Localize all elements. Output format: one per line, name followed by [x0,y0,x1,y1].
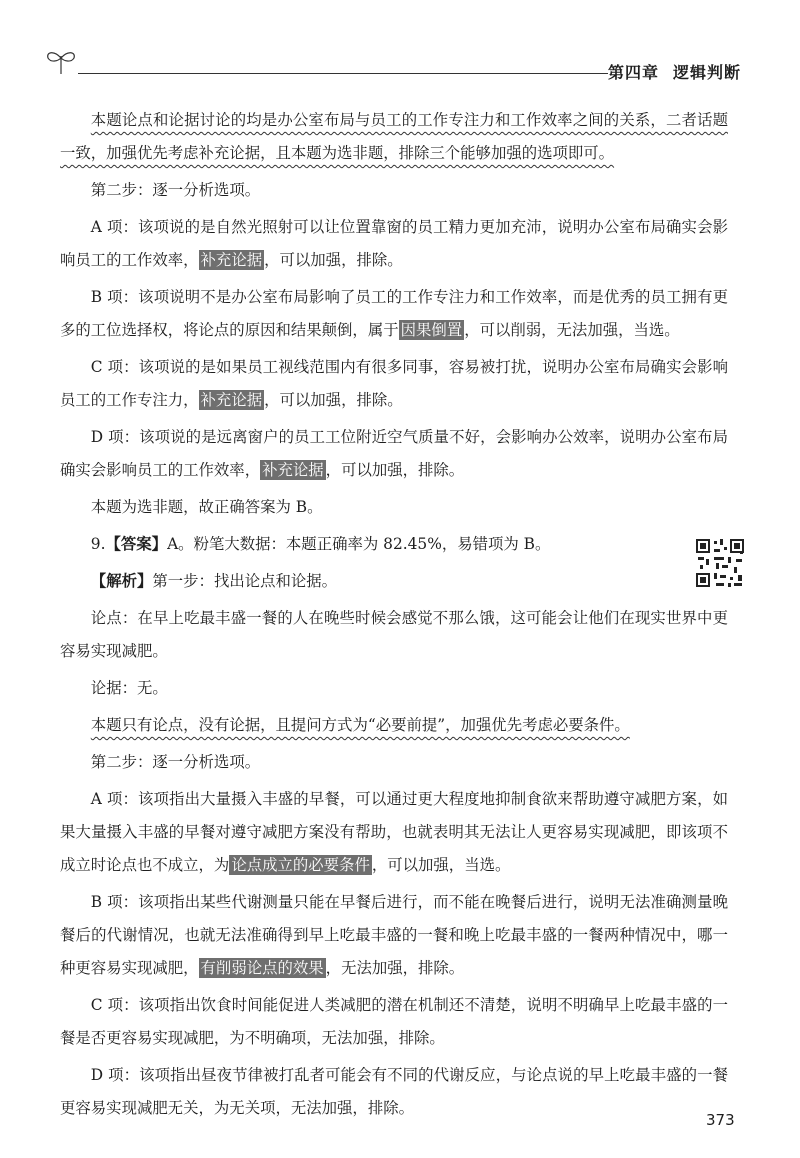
analysis-label: 【解析】 [90,572,153,590]
section-label: 逻辑判断 [673,63,742,82]
paragraph-evidence: 论据：无。 [90,679,168,697]
paragraph-option-b-2: B 项：该项指出某些代谢测量只能在早餐后进行，而不能在晚餐后进行，说明无法准确测量晚餐后的代谢情况，也就无法准确得到早上吃最丰盛的一餐和晚上吃最丰盛的一餐两种情况中，哪一种更容易实现减肥， 有削弱论点的效果 ，无法加强，排除。 [60,893,728,977]
highlight-tag: 因果倒置 [400,321,463,339]
paragraph-argument: 论点：在早上吃最丰盛一餐的人在晚些时候会感觉不那么饿，这可能会让他们在现实世界中更容易实现减肥。 [60,609,728,660]
paragraph-analysis: 【解析】第一步：找出论点和论据。 [90,572,338,590]
paragraph-argument-summary: 本题论点和论据讨论的均是办公室布局与员工的工作专注力和工作效率之间的关系，二者话题一致，加强优先考虑补充论据，且本题为选非题，排除三个能够加强的选项即可。 [60,111,728,162]
highlight-tag: 论点成立的必要条件 [231,856,370,874]
sprout-icon [44,46,78,76]
paragraph-option-c-2: C 项：该项指出饮食时间能促进人类减肥的潜在机制还不清楚，说明不明确早上吃最丰盛的一餐是否更容易实现减肥，为不明确项，无法加强，排除。 [60,996,728,1047]
paragraph-option-a: A 项：该项说的是自然光照射可以让位置靠窗的员工精力更加充沛，说明办公室布局确实会影响员工的工作效率， 补充论据 ，可以加强，排除。 [60,218,728,269]
paragraph-option-a-2: A 项：该项指出大量摄入丰盛的早餐，可以通过更大程度地抑制食欲来帮助遵守减肥方案，如果大量摄入丰盛的早餐对遵守减肥方案没有帮助，也就表明其无法让人更容易实现减肥，即该项不成立时论点也不成立，为 论点成立的必要条件 ，可以加强，当选。 [60,790,728,874]
chapter-label: 第四章 [608,63,660,82]
paragraph-step-two-2: 第二步：逐一分析选项。 [90,753,261,771]
paragraph-conclusion: 本题为选非题，故正确答案为 B。 [90,498,323,516]
page-number: 373 [706,1111,735,1129]
paragraph-option-c: C 项：该项说的是如果员工视线范围内有很多同事，容易被打扰，说明办公室布局确实会影响员工的工作专注力， 补充论据 ，可以加强，排除。 [60,358,728,409]
chapter-title [608,60,741,83]
paragraph-step-two: 第二步：逐一分析选项。 [90,181,261,199]
paragraph-option-d-2: D 项：该项指出昼夜节律被打乱者可能会有不同的代谢反应，与论点说的早上吃最丰盛的一餐更容易实现减肥无关，为无关项，无法加强，排除。 [60,1066,728,1117]
highlight-tag: 补充论据 [200,251,263,269]
qr-code-icon[interactable] [694,537,746,589]
page-body [60,104,728,1125]
highlight-tag: 补充论据 [200,391,263,409]
highlight-tag: 补充论据 [262,461,324,479]
paragraph-answer: 9.【答案】A。粉笔大数据：本题正确率为 82.45%，易错项为 B。 [90,535,551,553]
paragraph-option-b: B 项：该项说明不是办公室布局影响了员工的工作专注力和工作效率，而是优秀的员工拥有更多的工位选择权，将论点的原因和结果颠倒，属于 因果倒置 ，可以削弱，无法加强，当选。 [60,288,728,339]
answer-label: 【答案】 [105,535,168,553]
paragraph-option-d: D 项：该项说的是远离窗户的员工工位附近空气质量不好，会影响办公效率，说明办公室布局确实会影响员工的工作效率， 补充论据 ，可以加强，排除。 [60,428,728,479]
paragraph-argument-summary-2: 本题只有论点，没有论据，且提问方式为“必要前提”，加强优先考虑必要条件。 [90,716,630,734]
highlight-tag: 有削弱论点的效果 [200,959,324,977]
header-rule [78,73,608,74]
page-header [0,0,800,100]
